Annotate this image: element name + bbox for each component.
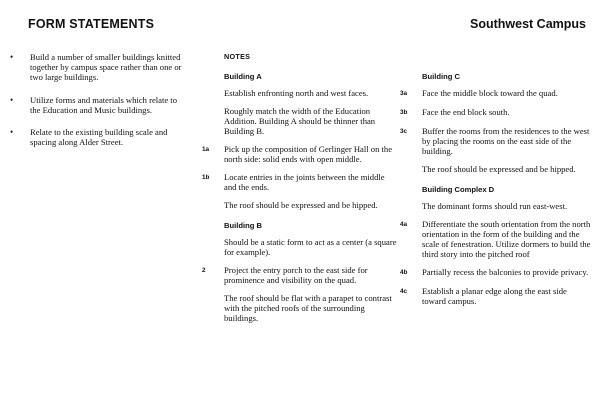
- note-tag: 4c: [400, 288, 408, 295]
- note-tag: [400, 164, 422, 174]
- note-text: The dominant forms should run east-west.: [422, 201, 568, 211]
- note-text: Face the middle block toward the quad.: [422, 88, 558, 98]
- note-text: Roughly match the width of the Education Addition. Building A should be thinner than Building B.: [224, 106, 376, 136]
- bullet-text: Utilize forms and materials which relate to the Education and Music buildings.: [30, 94, 177, 115]
- note-item: [202, 293, 398, 323]
- form-statements-list: [10, 52, 182, 159]
- note-item: [400, 88, 592, 99]
- note-tag: 3a: [400, 90, 408, 97]
- campus-title: Southwest Campus: [470, 17, 586, 31]
- note-item: [400, 219, 592, 259]
- building-b-heading: Building B: [224, 221, 262, 230]
- note-item: [202, 200, 398, 210]
- note-item: [400, 286, 592, 306]
- note-text: Locate entries in the joints between the middle and the ends.: [224, 172, 385, 192]
- building-complex-d-heading: Building Complex D: [422, 185, 495, 194]
- note-tag: 3b: [400, 109, 408, 116]
- note-tag: [202, 200, 224, 210]
- note-item: [400, 107, 592, 118]
- list-item: [10, 127, 182, 147]
- bullet-text: Relate to the existing building scale and spacing along Alder Street.: [30, 127, 168, 148]
- note-item: [400, 267, 592, 278]
- note-text: Differentiate the south orientation from the north orientation in the form of the building and the scale of fenestration. Utilize dormers to build the third story into the pitched roof: [422, 219, 591, 259]
- bullet-icon: •: [10, 127, 14, 138]
- note-item: [202, 88, 398, 98]
- note-item: [202, 265, 398, 285]
- note-item: [400, 201, 592, 211]
- note-text: Face the end block south.: [422, 107, 510, 117]
- note-tag: [400, 201, 422, 211]
- note-item: [202, 172, 398, 192]
- page-title: FORM STATEMENTS: [28, 17, 155, 31]
- building-c-heading: Building C: [422, 72, 460, 81]
- note-tag: 4a: [400, 221, 408, 228]
- note-tag: 1b: [202, 174, 210, 181]
- note-item: [400, 126, 592, 156]
- note-text: The roof should be expressed and be hipped.: [422, 164, 576, 174]
- note-text: The roof should be flat with a parapet to contrast with the pitched roofs of the surrounding buildings.: [224, 293, 392, 323]
- note-tag: 2: [202, 267, 206, 274]
- bullet-text: Build a number of smaller buildings knitted together by campus space rather than one or two large buildings.: [30, 52, 182, 83]
- note-tag: 4b: [400, 269, 408, 276]
- note-tag: [202, 106, 224, 136]
- note-item: [202, 106, 398, 136]
- notes-label: NOTES: [224, 52, 251, 61]
- note-tag: [202, 88, 224, 98]
- list-item: [10, 95, 182, 115]
- note-text: Partially recess the balconies to provide privacy.: [422, 267, 589, 277]
- bullet-icon: •: [10, 94, 14, 105]
- note-tag: [202, 293, 224, 323]
- note-item: [202, 237, 398, 257]
- note-text: Buffer the rooms from the residences to the west by placing the rooms on the east side of the building.: [422, 126, 590, 156]
- note-tag: [202, 237, 224, 257]
- note-item: [202, 144, 398, 164]
- notes-column-right: [400, 72, 592, 314]
- list-item: [10, 52, 182, 83]
- note-text: Establish a planar edge along the east side toward campus.: [422, 286, 567, 306]
- note-tag: 1a: [202, 146, 210, 153]
- note-text: Should be a static form to act as a center (a square for example).: [224, 237, 397, 257]
- building-a-heading: Building A: [224, 72, 262, 81]
- note-text: Pick up the composition of Gerlinger Hall on the north side: solid ends with open middle.: [224, 144, 393, 164]
- notes-column-middle: [202, 52, 398, 331]
- bullet-icon: •: [10, 52, 14, 62]
- note-text: The roof should be expressed and be hipped.: [224, 200, 378, 210]
- note-text: Establish enfronting north and west faces.: [224, 88, 369, 98]
- note-item: [400, 164, 592, 174]
- note-text: Project the entry porch to the east side for prominence and visibility on the quad.: [224, 265, 368, 285]
- note-tag: 3c: [400, 128, 408, 135]
